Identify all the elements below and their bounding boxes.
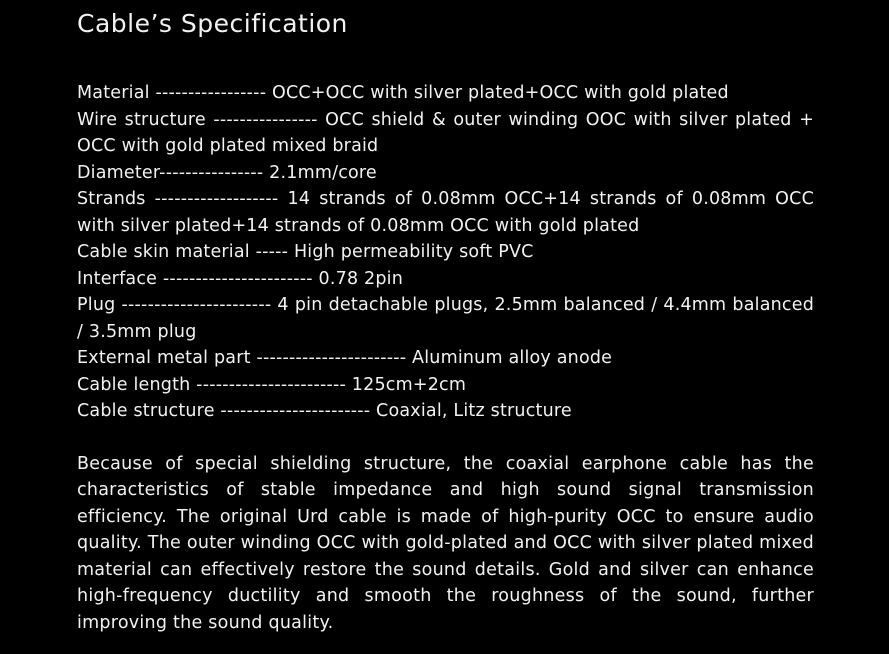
spec-page: [77, 0, 814, 654]
spec-wire-structure: Wire structure ---------------- OCC shield & outer winding OOC with silver plated + OCC with gold plated mixed braid: [77, 109, 814, 156]
description-paragraph: Because of special shielding structure, the coaxial earphone cable has the characteristics of stable impedance and high sound signal transmission efficiency. The original Urd cable is made of high-purity OCC to ensure audio quality. The outer winding OCC with gold-plated and OCC with silver plated mixed material can effectively restore the sound details. Gold and silver can enhance high-frequency ductility and smooth the roughness of the sound, further improving the sound quality.: [77, 453, 814, 633]
spec-cable-structure: Cable structure ----------------------- Coaxial, Litz structure: [77, 401, 572, 421]
spec-cable-skin-material: Cable skin material ----- High permeability soft PVC: [77, 242, 534, 262]
page-title: Cable’s Specification: [77, 9, 348, 38]
spec-list: [77, 80, 814, 425]
spec-material: Material ----------------- OCC+OCC with silver plated+OCC with gold plated: [77, 83, 729, 103]
spec-cable-length: Cable length ----------------------- 125cm+2cm: [77, 374, 467, 395]
spec-strands: Strands ------------------- 14 strands of 0.08mm OCC+14 strands of 0.08mm OCC with silver plated+14 strands of 0.08mm OCC with gold plated: [77, 189, 814, 236]
spec-interface: Interface ----------------------- 0.78 2pin: [77, 268, 404, 289]
spec-plug: Plug ----------------------- 4 pin detachable plugs, 2.5mm balanced / 4.4mm balanced / 3.5mm plug: [77, 295, 814, 342]
spec-diameter: Diameter---------------- 2.1mm/core: [77, 162, 377, 183]
spec-external-metal-part: External metal part ----------------------- Aluminum alloy anode: [77, 348, 613, 368]
